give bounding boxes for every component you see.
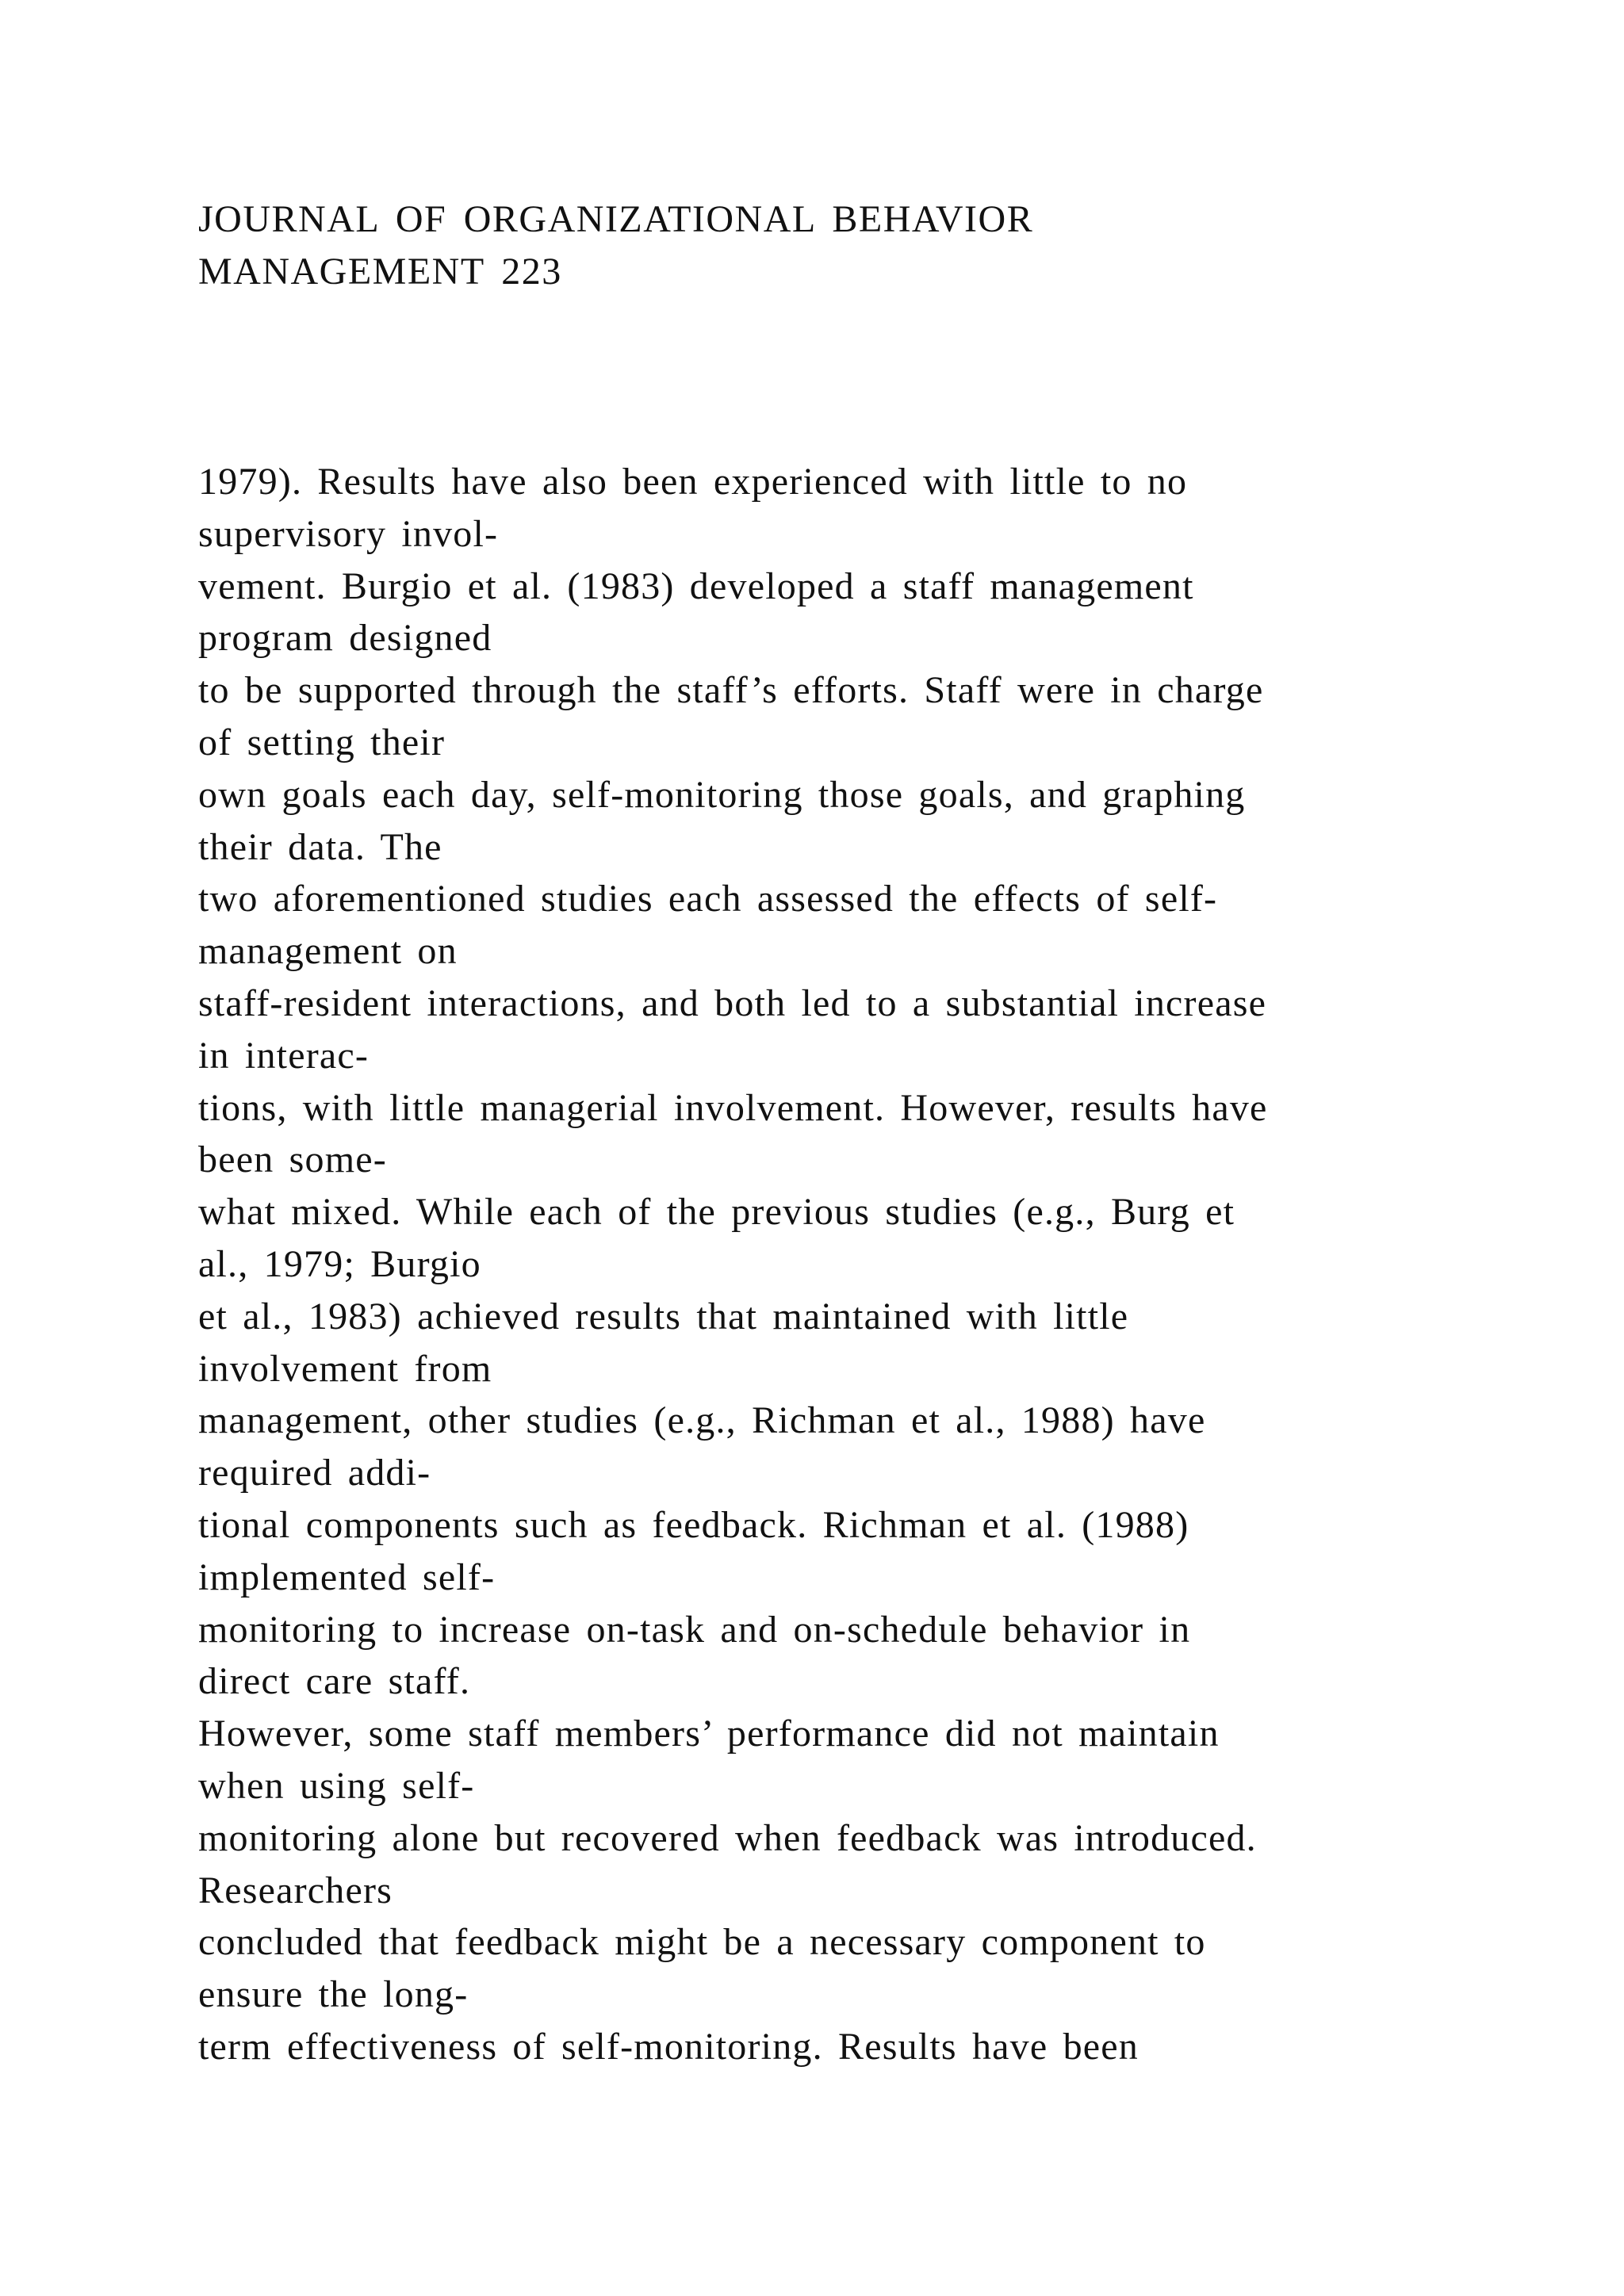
text-line: own goals each day, self-monitoring those goals, and graphing: [198, 773, 1246, 816]
text-line: vement. Burgio et al. (1983) developed a staff management: [198, 564, 1194, 607]
text-line: program designed: [198, 617, 492, 660]
text-line: involvement from: [198, 1347, 492, 1390]
text-line: to be supported through the staff’s efforts. Staff were in charge: [198, 669, 1264, 712]
text-line: supervisory invol-: [198, 512, 499, 555]
header-line: MANAGEMENT 223: [198, 251, 562, 293]
text-line: their data. The: [198, 825, 442, 868]
running-header: [198, 193, 1033, 298]
text-line: management on: [198, 930, 458, 973]
text-line: in interac-: [198, 1034, 370, 1077]
text-line: monitoring to increase on-task and on-schedule behavior in: [198, 1608, 1191, 1651]
text-line: of setting their: [198, 721, 446, 763]
text-line: term effectiveness of self-monitoring. Results have been: [198, 2025, 1139, 2068]
text-line: et al., 1983) achieved results that maintained with little: [198, 1295, 1129, 1337]
header-line: JOURNAL OF ORGANIZATIONAL BEHAVIOR: [198, 198, 1034, 240]
text-line: management, other studies (e.g., Richman et al., 1988) have: [198, 1399, 1206, 1442]
text-line: required addi-: [198, 1452, 431, 1494]
text-line: monitoring alone but recovered when feedback was introduced.: [198, 1816, 1257, 1859]
text-line: concluded that feedback might be a necessary component to: [198, 1921, 1206, 1964]
text-line: staff-resident interactions, and both led to a substantial increase: [198, 982, 1267, 1024]
text-line: tional components such as feedback. Richman et al. (1988): [198, 1503, 1189, 1546]
text-line: been some-: [198, 1138, 387, 1181]
text-line: what mixed. While each of the previous studies (e.g., Burg et: [198, 1191, 1235, 1234]
text-line: direct care staff.: [198, 1660, 471, 1703]
text-line: implemented self-: [198, 1556, 496, 1598]
text-line: when using self-: [198, 1764, 475, 1807]
body-paragraph: [198, 456, 1268, 2073]
text-line: 1979). Results have also been experienced with little to no: [198, 461, 1188, 503]
text-line: ensure the long-: [198, 1973, 469, 2016]
text-line: tions, with little managerial involvement. However, results have: [198, 1086, 1268, 1129]
text-line: Researchers: [198, 1869, 393, 1911]
text-line: two aforementioned studies each assessed the effects of self-: [198, 878, 1218, 920]
text-line: However, some staff members’ performance did not maintain: [198, 1712, 1220, 1755]
text-line: al., 1979; Burgio: [198, 1242, 481, 1285]
